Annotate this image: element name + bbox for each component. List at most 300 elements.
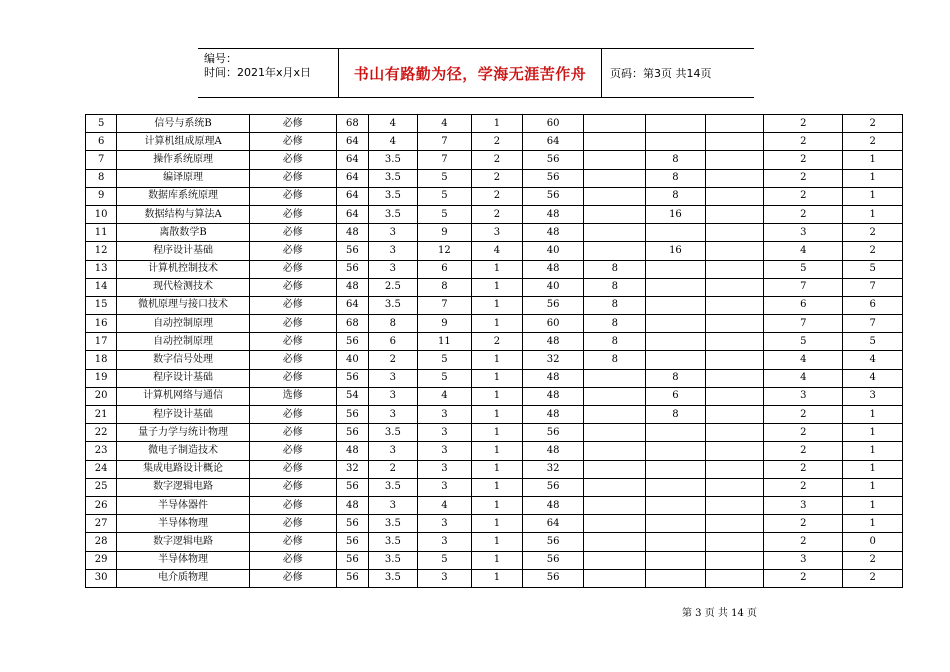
cell-weekly-hours: 5 bbox=[764, 260, 843, 278]
cell-credits: 6 bbox=[369, 333, 418, 351]
cell-other-hours bbox=[705, 296, 764, 314]
cell-total-hours: 64 bbox=[336, 169, 368, 187]
table-row bbox=[86, 351, 903, 369]
cell-course-type: 必修 bbox=[249, 224, 336, 242]
cell-lab-hours-b bbox=[646, 496, 706, 514]
table-row bbox=[86, 151, 903, 169]
cell-course-name: 现代检测技术 bbox=[117, 278, 249, 296]
cell-lecture-hours: 56 bbox=[522, 424, 584, 442]
cell-seq: 18 bbox=[86, 351, 117, 369]
cell-lecture-hours: 64 bbox=[522, 133, 584, 151]
cell-weeks: 1 bbox=[472, 315, 523, 333]
cell-credits: 3 bbox=[369, 496, 418, 514]
cell-lab-hours-a bbox=[584, 187, 646, 205]
cell-course-type: 必修 bbox=[249, 260, 336, 278]
cell-lab-hours-b bbox=[646, 115, 706, 133]
cell-weekly-hours: 4 bbox=[764, 369, 843, 387]
cell-seq: 10 bbox=[86, 205, 117, 223]
cell-lab-hours-a bbox=[584, 551, 646, 569]
cell-course-name: 数据结构与算法A bbox=[117, 205, 249, 223]
cell-weekly-hours: 2 bbox=[764, 424, 843, 442]
cell-exam-hours: 7 bbox=[843, 315, 903, 333]
cell-credits: 3.5 bbox=[369, 478, 418, 496]
cell-lab-hours-a bbox=[584, 406, 646, 424]
cell-lecture-hours: 48 bbox=[522, 205, 584, 223]
cell-course-name: 电介质物理 bbox=[117, 569, 249, 587]
cell-other-hours bbox=[705, 515, 764, 533]
cell-seq: 7 bbox=[86, 151, 117, 169]
cell-weeks: 1 bbox=[472, 424, 523, 442]
cell-exam-hours: 1 bbox=[843, 496, 903, 514]
cell-semester: 3 bbox=[417, 424, 472, 442]
cell-seq: 12 bbox=[86, 242, 117, 260]
cell-lab-hours-b: 8 bbox=[646, 187, 706, 205]
cell-course-name: 计算机控制技术 bbox=[117, 260, 249, 278]
cell-course-type: 必修 bbox=[249, 169, 336, 187]
cell-total-hours: 48 bbox=[336, 278, 368, 296]
cell-other-hours bbox=[705, 133, 764, 151]
table-row bbox=[86, 406, 903, 424]
cell-lecture-hours: 48 bbox=[522, 496, 584, 514]
cell-other-hours bbox=[705, 278, 764, 296]
cell-exam-hours: 5 bbox=[843, 333, 903, 351]
cell-seq: 9 bbox=[86, 187, 117, 205]
cell-other-hours bbox=[705, 260, 764, 278]
cell-seq: 22 bbox=[86, 424, 117, 442]
cell-exam-hours: 1 bbox=[843, 460, 903, 478]
table-row bbox=[86, 187, 903, 205]
cell-total-hours: 56 bbox=[336, 533, 368, 551]
cell-course-type: 必修 bbox=[249, 205, 336, 223]
table-row bbox=[86, 242, 903, 260]
cell-semester: 9 bbox=[417, 315, 472, 333]
cell-course-type: 选修 bbox=[249, 387, 336, 405]
cell-total-hours: 64 bbox=[336, 133, 368, 151]
cell-weeks: 1 bbox=[472, 115, 523, 133]
cell-lecture-hours: 56 bbox=[522, 551, 584, 569]
cell-seq: 13 bbox=[86, 260, 117, 278]
cell-other-hours bbox=[705, 406, 764, 424]
cell-other-hours bbox=[705, 478, 764, 496]
cell-semester: 4 bbox=[417, 115, 472, 133]
cell-total-hours: 64 bbox=[336, 205, 368, 223]
cell-course-name: 信号与系统B bbox=[117, 115, 249, 133]
table-row bbox=[86, 278, 903, 296]
cell-semester: 7 bbox=[417, 133, 472, 151]
cell-lab-hours-b bbox=[646, 296, 706, 314]
cell-credits: 3.5 bbox=[369, 187, 418, 205]
cell-credits: 3 bbox=[369, 224, 418, 242]
cell-total-hours: 40 bbox=[336, 351, 368, 369]
cell-lecture-hours: 56 bbox=[522, 296, 584, 314]
cell-total-hours: 48 bbox=[336, 496, 368, 514]
cell-other-hours bbox=[705, 551, 764, 569]
cell-semester: 3 bbox=[417, 533, 472, 551]
cell-seq: 5 bbox=[86, 115, 117, 133]
cell-lab-hours-b bbox=[646, 442, 706, 460]
cell-exam-hours: 4 bbox=[843, 369, 903, 387]
cell-seq: 6 bbox=[86, 133, 117, 151]
cell-other-hours bbox=[705, 533, 764, 551]
cell-lab-hours-b bbox=[646, 551, 706, 569]
cell-semester: 5 bbox=[417, 369, 472, 387]
cell-total-hours: 48 bbox=[336, 224, 368, 242]
cell-weeks: 1 bbox=[472, 551, 523, 569]
cell-lecture-hours: 48 bbox=[522, 442, 584, 460]
cell-exam-hours: 3 bbox=[843, 387, 903, 405]
cell-weekly-hours: 2 bbox=[764, 569, 843, 587]
cell-weekly-hours: 7 bbox=[764, 278, 843, 296]
cell-lab-hours-a bbox=[584, 169, 646, 187]
cell-semester: 5 bbox=[417, 205, 472, 223]
cell-semester: 3 bbox=[417, 478, 472, 496]
cell-lab-hours-a bbox=[584, 224, 646, 242]
cell-lecture-hours: 32 bbox=[522, 460, 584, 478]
cell-lab-hours-b: 16 bbox=[646, 242, 706, 260]
cell-weekly-hours: 5 bbox=[764, 333, 843, 351]
cell-lab-hours-b: 16 bbox=[646, 205, 706, 223]
cell-weeks: 1 bbox=[472, 478, 523, 496]
cell-semester: 4 bbox=[417, 387, 472, 405]
cell-credits: 3.5 bbox=[369, 151, 418, 169]
table-row bbox=[86, 496, 903, 514]
cell-course-type: 必修 bbox=[249, 460, 336, 478]
cell-weeks: 2 bbox=[472, 169, 523, 187]
cell-lab-hours-a bbox=[584, 242, 646, 260]
cell-credits: 3.5 bbox=[369, 569, 418, 587]
cell-lab-hours-b: 8 bbox=[646, 169, 706, 187]
cell-lecture-hours: 56 bbox=[522, 187, 584, 205]
cell-lab-hours-b bbox=[646, 224, 706, 242]
cell-exam-hours: 1 bbox=[843, 478, 903, 496]
cell-weekly-hours: 2 bbox=[764, 133, 843, 151]
cell-total-hours: 56 bbox=[336, 551, 368, 569]
cell-weeks: 1 bbox=[472, 515, 523, 533]
cell-semester: 3 bbox=[417, 515, 472, 533]
cell-course-type: 必修 bbox=[249, 442, 336, 460]
cell-lab-hours-a bbox=[584, 205, 646, 223]
cell-course-name: 自动控制原理 bbox=[117, 315, 249, 333]
cell-course-type: 必修 bbox=[249, 133, 336, 151]
cell-semester: 7 bbox=[417, 296, 472, 314]
cell-course-name: 集成电路设计概论 bbox=[117, 460, 249, 478]
cell-exam-hours: 1 bbox=[843, 169, 903, 187]
cell-weekly-hours: 3 bbox=[764, 496, 843, 514]
cell-weekly-hours: 2 bbox=[764, 187, 843, 205]
document-time-label: 时间：2021年x月x日 bbox=[204, 66, 312, 79]
cell-exam-hours: 2 bbox=[843, 224, 903, 242]
cell-lab-hours-b bbox=[646, 515, 706, 533]
cell-lab-hours-a bbox=[584, 133, 646, 151]
cell-lab-hours-b bbox=[646, 351, 706, 369]
table-row bbox=[86, 387, 903, 405]
cell-credits: 2 bbox=[369, 351, 418, 369]
cell-lab-hours-a: 8 bbox=[584, 351, 646, 369]
cell-weeks: 1 bbox=[472, 387, 523, 405]
cell-lab-hours-a bbox=[584, 424, 646, 442]
cell-weekly-hours: 4 bbox=[764, 242, 843, 260]
cell-weekly-hours: 2 bbox=[764, 442, 843, 460]
course-table bbox=[85, 114, 903, 588]
cell-total-hours: 32 bbox=[336, 460, 368, 478]
cell-course-type: 必修 bbox=[249, 551, 336, 569]
table-row bbox=[86, 424, 903, 442]
cell-weeks: 2 bbox=[472, 151, 523, 169]
cell-exam-hours: 2 bbox=[843, 551, 903, 569]
cell-semester: 3 bbox=[417, 460, 472, 478]
table-row bbox=[86, 205, 903, 223]
cell-lab-hours-b bbox=[646, 333, 706, 351]
table-row bbox=[86, 260, 903, 278]
cell-course-name: 离散数学B bbox=[117, 224, 249, 242]
cell-lecture-hours: 60 bbox=[522, 115, 584, 133]
header-motto: 书山有路勤为径，学海无涯苦作舟 bbox=[353, 64, 587, 83]
cell-total-hours: 56 bbox=[336, 515, 368, 533]
cell-credits: 8 bbox=[369, 315, 418, 333]
cell-weeks: 2 bbox=[472, 187, 523, 205]
cell-course-name: 数据库系统原理 bbox=[117, 187, 249, 205]
cell-total-hours: 48 bbox=[336, 442, 368, 460]
cell-lab-hours-a bbox=[584, 387, 646, 405]
cell-credits: 2 bbox=[369, 460, 418, 478]
cell-course-type: 必修 bbox=[249, 406, 336, 424]
cell-course-type: 必修 bbox=[249, 351, 336, 369]
cell-credits: 3.5 bbox=[369, 533, 418, 551]
cell-course-name: 半导体物理 bbox=[117, 551, 249, 569]
cell-lab-hours-a bbox=[584, 496, 646, 514]
cell-lab-hours-b bbox=[646, 260, 706, 278]
cell-exam-hours: 1 bbox=[843, 205, 903, 223]
cell-course-type: 必修 bbox=[249, 242, 336, 260]
cell-other-hours bbox=[705, 151, 764, 169]
cell-weekly-hours: 2 bbox=[764, 460, 843, 478]
cell-credits: 3 bbox=[369, 242, 418, 260]
cell-course-type: 必修 bbox=[249, 533, 336, 551]
cell-exam-hours: 2 bbox=[843, 115, 903, 133]
table-row bbox=[86, 169, 903, 187]
cell-total-hours: 56 bbox=[336, 406, 368, 424]
cell-lecture-hours: 56 bbox=[522, 533, 584, 551]
cell-weekly-hours: 2 bbox=[764, 205, 843, 223]
cell-exam-hours: 2 bbox=[843, 133, 903, 151]
cell-lab-hours-b: 8 bbox=[646, 151, 706, 169]
document-number-label: 编号： bbox=[204, 52, 237, 65]
cell-course-type: 必修 bbox=[249, 315, 336, 333]
cell-course-type: 必修 bbox=[249, 424, 336, 442]
cell-other-hours bbox=[705, 242, 764, 260]
cell-other-hours bbox=[705, 424, 764, 442]
cell-other-hours bbox=[705, 369, 764, 387]
cell-weeks: 2 bbox=[472, 333, 523, 351]
cell-weeks: 1 bbox=[472, 442, 523, 460]
cell-semester: 8 bbox=[417, 278, 472, 296]
cell-credits: 3 bbox=[369, 260, 418, 278]
cell-credits: 3 bbox=[369, 406, 418, 424]
cell-seq: 26 bbox=[86, 496, 117, 514]
cell-weekly-hours: 7 bbox=[764, 315, 843, 333]
cell-lecture-hours: 64 bbox=[522, 515, 584, 533]
cell-other-hours bbox=[705, 569, 764, 587]
cell-other-hours bbox=[705, 351, 764, 369]
cell-course-type: 必修 bbox=[249, 151, 336, 169]
cell-other-hours bbox=[705, 187, 764, 205]
cell-credits: 3.5 bbox=[369, 296, 418, 314]
cell-credits: 3.5 bbox=[369, 515, 418, 533]
cell-course-name: 计算机网络与通信 bbox=[117, 387, 249, 405]
cell-other-hours bbox=[705, 496, 764, 514]
cell-semester: 5 bbox=[417, 351, 472, 369]
cell-course-type: 必修 bbox=[249, 369, 336, 387]
cell-course-type: 必修 bbox=[249, 278, 336, 296]
cell-lab-hours-b bbox=[646, 278, 706, 296]
cell-course-type: 必修 bbox=[249, 478, 336, 496]
cell-other-hours bbox=[705, 169, 764, 187]
cell-total-hours: 56 bbox=[336, 478, 368, 496]
cell-seq: 25 bbox=[86, 478, 117, 496]
cell-weekly-hours: 2 bbox=[764, 406, 843, 424]
cell-lab-hours-a bbox=[584, 369, 646, 387]
cell-lab-hours-a bbox=[584, 442, 646, 460]
cell-lecture-hours: 56 bbox=[522, 478, 584, 496]
cell-credits: 3.5 bbox=[369, 169, 418, 187]
cell-lecture-hours: 48 bbox=[522, 224, 584, 242]
cell-lab-hours-a bbox=[584, 151, 646, 169]
cell-exam-hours: 1 bbox=[843, 424, 903, 442]
cell-exam-hours: 1 bbox=[843, 515, 903, 533]
cell-course-name: 操作系统原理 bbox=[117, 151, 249, 169]
cell-semester: 3 bbox=[417, 569, 472, 587]
cell-course-name: 程序设计基础 bbox=[117, 369, 249, 387]
cell-weekly-hours: 2 bbox=[764, 515, 843, 533]
cell-other-hours bbox=[705, 315, 764, 333]
cell-other-hours bbox=[705, 333, 764, 351]
table-row bbox=[86, 315, 903, 333]
cell-lab-hours-b: 8 bbox=[646, 369, 706, 387]
cell-exam-hours: 0 bbox=[843, 533, 903, 551]
cell-lab-hours-a bbox=[584, 460, 646, 478]
cell-weekly-hours: 3 bbox=[764, 224, 843, 242]
cell-course-name: 编译原理 bbox=[117, 169, 249, 187]
cell-lecture-hours: 48 bbox=[522, 260, 584, 278]
cell-seq: 24 bbox=[86, 460, 117, 478]
cell-weekly-hours: 2 bbox=[764, 169, 843, 187]
table-row bbox=[86, 369, 903, 387]
cell-weekly-hours: 2 bbox=[764, 478, 843, 496]
cell-other-hours bbox=[705, 442, 764, 460]
cell-lab-hours-a bbox=[584, 478, 646, 496]
page-footer: 第 3 页 共 14 页 bbox=[682, 608, 757, 619]
cell-course-name: 数字逻辑电路 bbox=[117, 533, 249, 551]
cell-seq: 20 bbox=[86, 387, 117, 405]
cell-lab-hours-b bbox=[646, 315, 706, 333]
cell-course-name: 数字信号处理 bbox=[117, 351, 249, 369]
header-motto-cell bbox=[339, 49, 602, 97]
cell-credits: 4 bbox=[369, 115, 418, 133]
cell-course-name: 半导体器件 bbox=[117, 496, 249, 514]
cell-total-hours: 56 bbox=[336, 260, 368, 278]
cell-seq: 19 bbox=[86, 369, 117, 387]
cell-exam-hours: 1 bbox=[843, 406, 903, 424]
cell-exam-hours: 6 bbox=[843, 296, 903, 314]
cell-total-hours: 54 bbox=[336, 387, 368, 405]
cell-other-hours bbox=[705, 224, 764, 242]
cell-seq: 16 bbox=[86, 315, 117, 333]
cell-seq: 27 bbox=[86, 515, 117, 533]
cell-weekly-hours: 2 bbox=[764, 533, 843, 551]
cell-seq: 23 bbox=[86, 442, 117, 460]
cell-lab-hours-b bbox=[646, 569, 706, 587]
cell-weekly-hours: 6 bbox=[764, 296, 843, 314]
table-row bbox=[86, 224, 903, 242]
cell-lab-hours-b bbox=[646, 424, 706, 442]
cell-total-hours: 56 bbox=[336, 569, 368, 587]
cell-total-hours: 64 bbox=[336, 151, 368, 169]
cell-course-name: 微电子制造技术 bbox=[117, 442, 249, 460]
course-table-body bbox=[86, 115, 903, 588]
cell-semester: 4 bbox=[417, 496, 472, 514]
cell-lab-hours-a bbox=[584, 569, 646, 587]
cell-weekly-hours: 2 bbox=[764, 151, 843, 169]
cell-seq: 15 bbox=[86, 296, 117, 314]
table-row bbox=[86, 533, 903, 551]
cell-seq: 17 bbox=[86, 333, 117, 351]
cell-lab-hours-a bbox=[584, 515, 646, 533]
cell-weeks: 4 bbox=[472, 242, 523, 260]
cell-lab-hours-b bbox=[646, 460, 706, 478]
cell-lecture-hours: 60 bbox=[522, 315, 584, 333]
cell-course-type: 必修 bbox=[249, 296, 336, 314]
cell-exam-hours: 7 bbox=[843, 278, 903, 296]
cell-semester: 5 bbox=[417, 551, 472, 569]
cell-lab-hours-b: 6 bbox=[646, 387, 706, 405]
cell-lecture-hours: 40 bbox=[522, 242, 584, 260]
cell-lab-hours-a bbox=[584, 533, 646, 551]
cell-credits: 3 bbox=[369, 387, 418, 405]
cell-weekly-hours: 3 bbox=[764, 387, 843, 405]
table-row bbox=[86, 442, 903, 460]
cell-total-hours: 64 bbox=[336, 296, 368, 314]
cell-other-hours bbox=[705, 460, 764, 478]
cell-weeks: 1 bbox=[472, 369, 523, 387]
cell-lab-hours-a: 8 bbox=[584, 333, 646, 351]
cell-weeks: 1 bbox=[472, 260, 523, 278]
cell-lecture-hours: 48 bbox=[522, 387, 584, 405]
cell-seq: 29 bbox=[86, 551, 117, 569]
table-row bbox=[86, 460, 903, 478]
cell-seq: 11 bbox=[86, 224, 117, 242]
table-row bbox=[86, 115, 903, 133]
cell-lecture-hours: 48 bbox=[522, 369, 584, 387]
cell-semester: 6 bbox=[417, 260, 472, 278]
cell-other-hours bbox=[705, 115, 764, 133]
cell-weeks: 2 bbox=[472, 133, 523, 151]
cell-course-name: 计算机组成原理A bbox=[117, 133, 249, 151]
cell-course-name: 数字逻辑电路 bbox=[117, 478, 249, 496]
cell-weeks: 1 bbox=[472, 406, 523, 424]
cell-seq: 21 bbox=[86, 406, 117, 424]
cell-exam-hours: 4 bbox=[843, 351, 903, 369]
cell-lecture-hours: 48 bbox=[522, 406, 584, 424]
cell-credits: 3.5 bbox=[369, 551, 418, 569]
cell-course-name: 量子力学与统计物理 bbox=[117, 424, 249, 442]
cell-credits: 3.5 bbox=[369, 205, 418, 223]
cell-lecture-hours: 56 bbox=[522, 169, 584, 187]
cell-semester: 11 bbox=[417, 333, 472, 351]
cell-exam-hours: 1 bbox=[843, 151, 903, 169]
cell-course-type: 必修 bbox=[249, 333, 336, 351]
cell-total-hours: 56 bbox=[336, 369, 368, 387]
cell-weeks: 1 bbox=[472, 533, 523, 551]
